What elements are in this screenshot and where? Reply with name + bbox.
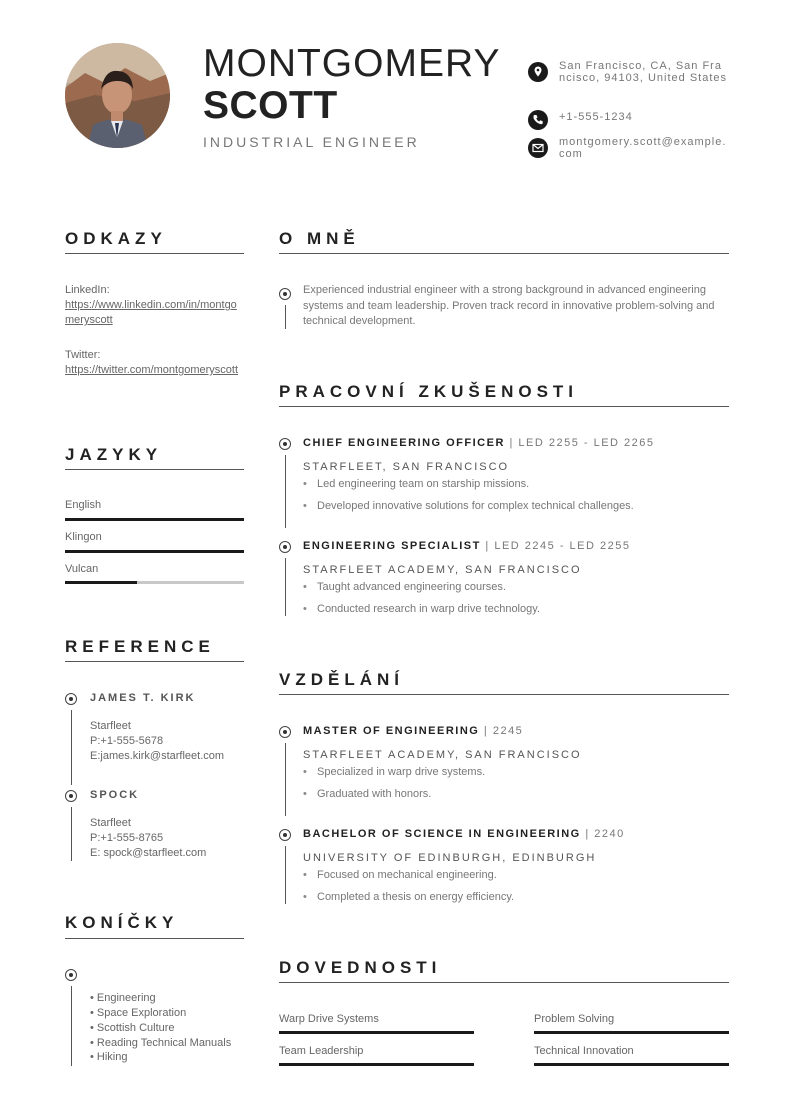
education-year: 2240 xyxy=(594,828,625,840)
hobby-item: • Space Exploration xyxy=(90,1007,187,1019)
language-bar-fill xyxy=(65,518,244,521)
reference-email: E: spock@starfleet.com xyxy=(90,847,207,859)
timeline-line xyxy=(285,743,286,816)
skills-title: DOVEDNOSTI xyxy=(279,958,442,977)
job-title: INDUSTRIAL ENGINEER xyxy=(203,134,420,150)
about-rule xyxy=(279,253,729,254)
twitter-url[interactable]: https://twitter.com/montgomeryscott xyxy=(65,364,239,376)
education-bullet: • Graduated with honors. xyxy=(303,788,431,800)
degree: BACHELOR OF SCIENCE IN ENGINEERING xyxy=(303,828,581,840)
job-org: STARFLEET ACADEMY, SAN FRANCISCO xyxy=(303,564,582,576)
language-bar xyxy=(65,581,244,584)
hobby-item: • Hiking xyxy=(90,1051,128,1063)
reference-name: JAMES T. KIRK xyxy=(90,692,196,704)
skill-bar xyxy=(534,1063,729,1066)
link-label: Twitter: xyxy=(65,349,101,361)
language-bar-fill xyxy=(65,581,137,584)
separator: | xyxy=(585,828,590,840)
reference-company: Starfleet xyxy=(90,817,131,829)
timeline-line xyxy=(285,558,286,616)
address-text: San Francisco, CA, San Francisco, 94103, United States xyxy=(559,60,728,84)
language-bar xyxy=(65,518,244,521)
skill-bar xyxy=(279,1031,474,1034)
language-label: Vulcan xyxy=(65,563,99,575)
first-name: MONTGOMERY xyxy=(203,42,501,85)
job-bullet: • Led engineering team on starship missions. xyxy=(303,478,529,490)
reference-email: E:james.kirk@starfleet.com xyxy=(90,750,225,762)
language-bar xyxy=(65,550,244,553)
job-heading xyxy=(303,437,655,449)
timeline-line xyxy=(285,305,286,329)
phone-icon xyxy=(528,110,548,130)
education-org: UNIVERSITY OF EDINBURGH, EDINBURGH xyxy=(303,852,597,864)
language-label: English xyxy=(65,499,102,511)
hobby-item: • Scottish Culture xyxy=(90,1022,175,1034)
reference-phone: P:+1-555-5678 xyxy=(90,735,164,747)
job-heading xyxy=(303,540,630,552)
language-label: Klingon xyxy=(65,531,102,543)
hobbies-rule xyxy=(65,938,244,939)
languages-rule xyxy=(65,469,244,470)
timeline-line xyxy=(285,846,286,904)
profile-photo xyxy=(65,43,170,148)
skill-label: Problem Solving xyxy=(534,1013,615,1025)
skills-rule xyxy=(279,982,729,983)
separator: | xyxy=(509,437,514,449)
job-bullet: • Taught advanced engineering courses. xyxy=(303,581,506,593)
contact-phone xyxy=(528,108,729,130)
timeline-dot xyxy=(279,288,291,300)
job-dates: LED 2245 - LED 2255 xyxy=(494,540,631,552)
reference-name: SPOCK xyxy=(90,789,140,801)
timeline-line xyxy=(71,710,72,785)
link-twitter xyxy=(65,348,245,378)
job-org: STARFLEET, SAN FRANCISCO xyxy=(303,461,510,473)
job-bullet: • Developed innovative solutions for complex technical challenges. xyxy=(303,500,634,512)
about-title: O MNĚ xyxy=(279,229,360,248)
email-text[interactable]: montgomery.scott@example.com xyxy=(559,136,727,160)
timeline-dot xyxy=(279,541,291,553)
skill-bar xyxy=(279,1063,474,1066)
degree: MASTER OF ENGINEERING xyxy=(303,725,480,737)
references-rule xyxy=(65,661,244,662)
job-bullet: • Conducted research in warp drive technology. xyxy=(303,603,540,615)
links-title: ODKAZY xyxy=(65,229,167,248)
separator: | xyxy=(485,540,490,552)
education-rule xyxy=(279,694,729,695)
contact-address xyxy=(528,60,729,84)
linkedin-url[interactable]: https://www.linkedin.com/in/montgomeryscott xyxy=(65,299,237,326)
timeline-dot xyxy=(65,693,77,705)
education-heading xyxy=(303,725,523,737)
hobby-item: • Engineering xyxy=(90,992,156,1004)
envelope-icon xyxy=(528,138,548,158)
timeline-dot xyxy=(279,829,291,841)
links-rule xyxy=(65,253,244,254)
skill-label: Team Leadership xyxy=(279,1045,364,1057)
education-heading xyxy=(303,828,625,840)
experience-rule xyxy=(279,406,729,407)
about-text: Experienced industrial engineer with a strong background in advanced engineering systems and team leadership. Proven track record in innovative problem-solving and technical development. xyxy=(303,284,715,327)
timeline-dot xyxy=(65,790,77,802)
job-role: CHIEF ENGINEERING OFFICER xyxy=(303,437,505,449)
language-bar-fill xyxy=(65,550,244,553)
education-bullet: • Specialized in warp drive systems. xyxy=(303,766,485,778)
skill-label: Technical Innovation xyxy=(534,1045,634,1057)
timeline-dot xyxy=(279,726,291,738)
references-title: REFERENCE xyxy=(65,637,215,656)
contact-email xyxy=(528,136,729,160)
languages-title: JAZYKY xyxy=(65,445,163,464)
timeline-dot xyxy=(279,438,291,450)
last-name: SCOTT xyxy=(203,84,338,127)
job-role: ENGINEERING SPECIALIST xyxy=(303,540,481,552)
timeline-line xyxy=(71,807,72,861)
separator: | xyxy=(483,725,489,737)
timeline-line xyxy=(71,986,72,1066)
education-bullet: • Focused on mechanical engineering. xyxy=(303,869,497,881)
experience-title: PRACOVNÍ ZKUŠENOSTI xyxy=(279,382,579,401)
timeline-dot xyxy=(65,969,77,981)
skill-bar xyxy=(534,1031,729,1034)
education-org: STARFLEET ACADEMY, SAN FRANCISCO xyxy=(303,749,582,761)
timeline-line xyxy=(285,455,286,528)
skill-label: Warp Drive Systems xyxy=(279,1013,379,1025)
education-title: VZDĚLÁNÍ xyxy=(279,670,404,689)
job-dates: LED 2255 - LED 2265 xyxy=(518,437,655,449)
reference-company: Starfleet xyxy=(90,720,131,732)
location-pin-icon xyxy=(528,62,548,82)
reference-phone: P:+1-555-8765 xyxy=(90,832,164,844)
hobbies-title: KONÍČKY xyxy=(65,913,179,932)
link-linkedin xyxy=(65,283,245,328)
hobby-item: • Reading Technical Manuals xyxy=(90,1037,232,1049)
education-year: 2245 xyxy=(492,725,524,737)
education-bullet: • Completed a thesis on energy efficiency. xyxy=(303,891,514,903)
link-label: LinkedIn: xyxy=(65,284,110,296)
phone-text[interactable]: +1-555-1234 xyxy=(559,111,633,123)
